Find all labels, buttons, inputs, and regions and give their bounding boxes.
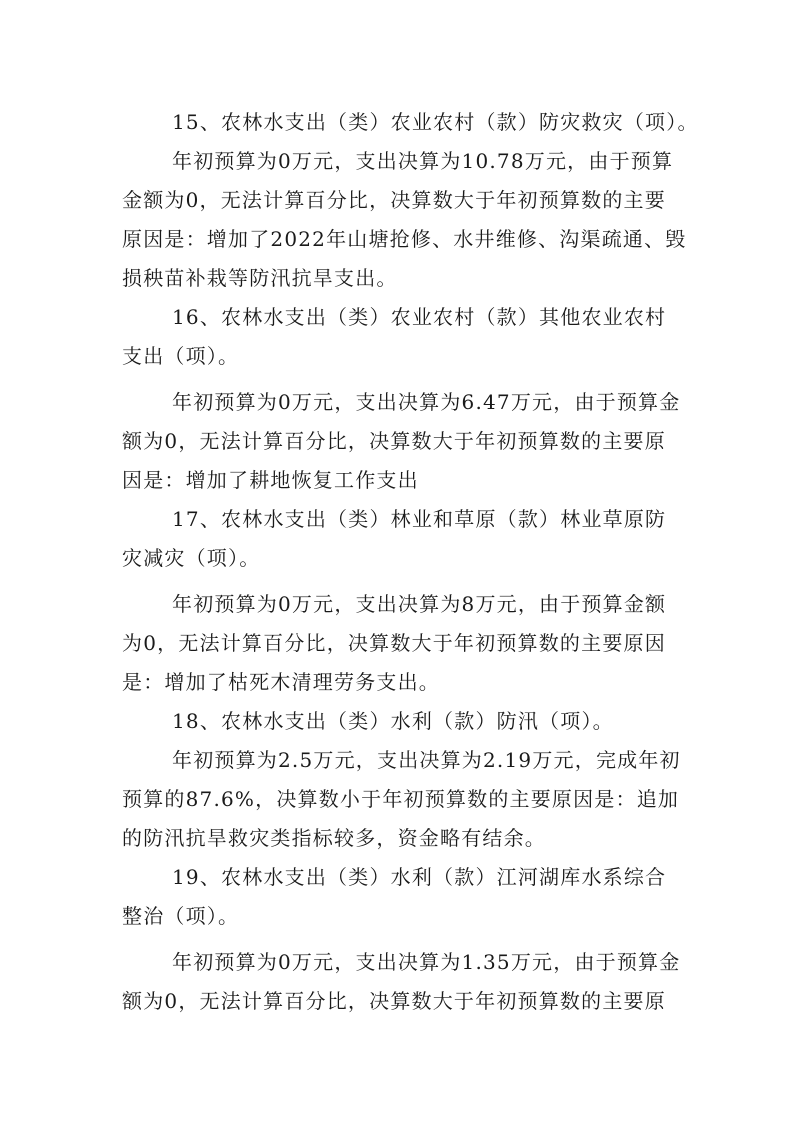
item-16-paragraph-line: 额为0，无法计算百分比，决算数大于年初预算数的主要原 — [122, 429, 666, 453]
item-17-paragraph-line: 是：增加了枯死木清理劳务支出。 — [122, 670, 440, 694]
item-15-paragraph-line: 金额为0，无法计算百分比，决算数大于年初预算数的主要 — [122, 188, 666, 212]
item-18-paragraph-line: 预算的87.6%，决算数小于年初预算数的主要原因是：追加 — [122, 787, 680, 811]
item-19-heading-cont: 整治（项）。 — [122, 904, 240, 928]
item-16-heading: 16、农林水支出（类）农业农村（款）其他农业农村 — [172, 305, 667, 329]
item-16-paragraph-line: 因是：增加了耕地恢复工作支出 — [122, 468, 419, 492]
item-15-heading: 15、农林水支出（类）农业农村（款）防灾救灾（项）。 — [172, 110, 699, 134]
item-16-paragraph-line: 年初预算为0万元，支出决算为6.47万元，由于预算金 — [172, 390, 681, 414]
item-17-heading-cont: 灾减灾（项）。 — [122, 546, 261, 570]
item-16-heading-cont: 支出（项）。 — [122, 344, 240, 368]
item-19-paragraph-line: 额为0，无法计算百分比，决算数大于年初预算数的主要原 — [122, 989, 666, 1013]
item-15-paragraph-line: 年初预算为0万元，支出决算为10.78万元，由于预算 — [172, 149, 674, 173]
item-19-heading: 19、农林水支出（类）水利（款）江河湖库水系综合 — [172, 865, 667, 889]
item-18-paragraph-line: 的防汛抗旱救灾类指标较多，资金略有结余。 — [122, 826, 546, 850]
item-18-heading: 18、农林水支出（类）水利（款）防汛（项）。 — [172, 709, 614, 733]
item-17-heading: 17、农林水支出（类）林业和草原（款）林业草原防 — [172, 507, 667, 531]
item-17-paragraph-line: 年初预算为0万元，支出决算为8万元，由于预算金额 — [172, 592, 667, 616]
item-17-paragraph-line: 为0，无法计算百分比，决算数大于年初预算数的主要原因 — [122, 631, 666, 655]
item-19-paragraph-line: 年初预算为0万元，支出决算为1.35万元，由于预算金 — [172, 950, 681, 974]
item-15-paragraph-line: 损秧苗补栽等防汛抗旱支出。 — [122, 266, 398, 290]
item-15-paragraph-line: 原因是：增加了2022年山塘抢修、水井维修、沟渠疏通、毁 — [122, 227, 687, 251]
item-18-paragraph-line: 年初预算为2.5万元，支出决算为2.19万元，完成年初 — [172, 748, 681, 772]
